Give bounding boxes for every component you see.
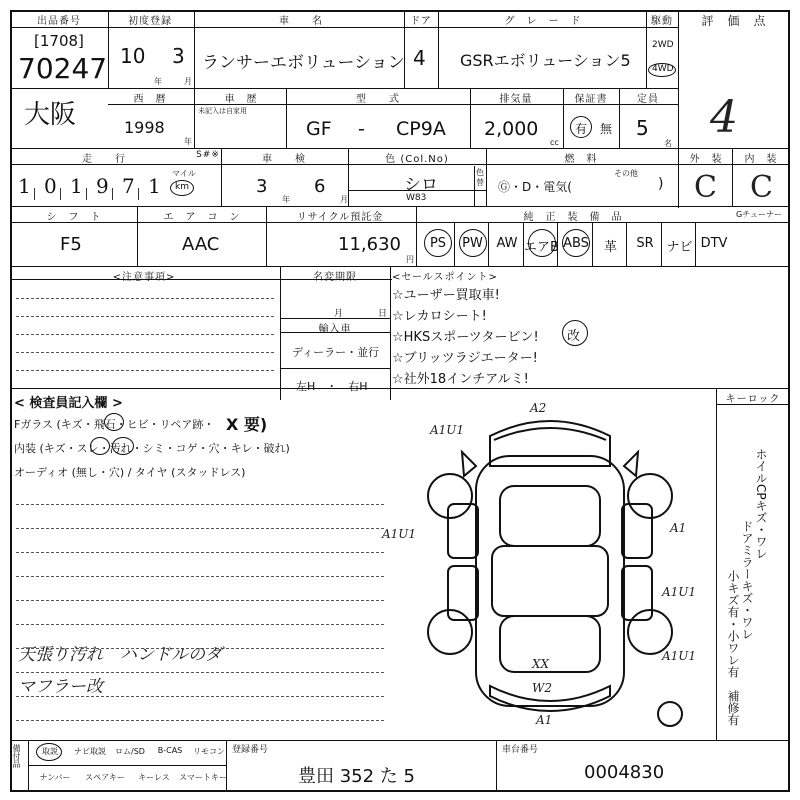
divider: [488, 222, 489, 266]
divider: [626, 222, 627, 266]
inspector-line-blank: [16, 720, 384, 721]
divider: [280, 332, 390, 333]
divider: [10, 388, 790, 389]
divider: [390, 266, 391, 400]
grade-value: GSRエボリューション5: [460, 51, 631, 70]
digit-separator: [86, 188, 87, 200]
divider: [194, 10, 195, 88]
header-sales-points: <セールスポイント>: [392, 272, 498, 283]
caution-line: [16, 334, 274, 335]
exterior-grade: C: [694, 170, 717, 205]
divider: [280, 318, 390, 319]
reg-year: 10: [120, 44, 146, 68]
divider: [496, 740, 497, 792]
fuel-other: その他: [614, 169, 638, 178]
mark-circle: [104, 413, 124, 431]
insp-year-unit: 年: [282, 195, 290, 204]
header-mileage: 走 行: [82, 154, 126, 165]
handle-type: 左H ・ 右H: [296, 380, 368, 393]
header-drive: 駆動: [651, 16, 673, 27]
inspection-month: 6: [314, 176, 326, 197]
inspector-line-blank: [16, 552, 384, 553]
header-car-name: 車 名: [279, 16, 323, 27]
digit-separator: [60, 188, 61, 200]
equipment-circle: [459, 229, 487, 257]
score-handwritten: 4: [710, 92, 738, 143]
damage-mark: A1: [670, 521, 687, 535]
mile-label: マイル: [172, 169, 196, 178]
header-western-year: 西 暦: [133, 94, 167, 105]
divider: [286, 88, 287, 148]
equipment-item: 革: [603, 240, 617, 255]
divider: [661, 222, 662, 266]
divider: [10, 164, 790, 165]
deadline-month: 月: [334, 309, 344, 319]
sales-point: ☆HKSスポーツタービン!: [392, 330, 539, 345]
warranty-yes: 有: [575, 122, 588, 136]
divider: [10, 222, 790, 223]
header-recycle: リサイクル預託金: [296, 212, 384, 223]
inspector-line-blank: [16, 576, 384, 577]
divider: [280, 368, 390, 369]
right-vertical: 補修有: [726, 690, 740, 726]
equipment-item: PS: [429, 236, 447, 251]
footer-item: B-CAS: [157, 746, 183, 755]
divider: [10, 206, 790, 207]
divider: [10, 279, 392, 280]
equipment-item: AW: [496, 236, 518, 251]
footer-item: リモコン: [193, 747, 225, 756]
header-doors: ドア: [410, 16, 432, 27]
doors-value: 4: [413, 46, 426, 70]
header-fuel: 燃 料: [564, 154, 598, 165]
divider: [10, 88, 108, 89]
header-lot-no: 出品番号: [37, 16, 81, 27]
damage-mark: A2: [530, 401, 547, 415]
header-shift: シ フ ト: [46, 212, 102, 223]
color-name: シロ: [404, 175, 438, 195]
glass-mark: X 要): [226, 415, 268, 434]
equipment-circle: [424, 229, 452, 257]
model-code: CP9A: [396, 118, 446, 140]
right-vertical: 小キズ有・小ワレ有: [726, 570, 740, 678]
damage-mark: A1: [536, 713, 553, 727]
header-reg-no: 登録番号: [232, 745, 269, 755]
header-caution: <注意事項>: [112, 272, 176, 283]
inspector-line: オーディオ (無し・穴) / タイヤ (スタッドレス): [14, 466, 246, 479]
cc-unit: cc: [550, 138, 559, 147]
km-label: km: [175, 182, 189, 192]
divider: [108, 10, 109, 88]
header-exterior: 外 装: [689, 154, 723, 165]
odometer: [14, 170, 170, 202]
footer-item: スマートキー: [179, 773, 227, 782]
divider: [474, 166, 475, 206]
footer-item: ナビ取説: [74, 747, 106, 756]
handwritten-note: マフラー改: [18, 677, 103, 697]
sales-point: ☆ユーザー買取車!: [392, 288, 500, 303]
inspector-line-blank: [16, 504, 384, 505]
lot-bracket: [1708]: [34, 32, 84, 50]
inspector-line: 内装 (キズ・スレ・汚れ・シミ・コゲ・穴・キレ・破れ): [14, 442, 290, 455]
header-grade: グ レ ー ド: [504, 16, 582, 27]
capacity-unit: 名: [664, 139, 672, 148]
region: 大阪: [24, 100, 77, 130]
reg-no: 豊田 352 た 5: [298, 766, 415, 787]
digit-separator: [34, 188, 35, 200]
header-tuner: Gチューナー: [736, 210, 782, 219]
divider: [592, 222, 593, 266]
displacement: 2,000: [484, 118, 539, 140]
divider: [10, 266, 790, 267]
footer-item: スペアキー: [85, 773, 125, 782]
footer-item: キーレス: [138, 773, 170, 782]
divider: [732, 148, 733, 206]
model-prefix: GF: [306, 118, 332, 140]
inspection-year: 3: [256, 176, 268, 197]
equipment-item: DTV: [700, 236, 728, 251]
header-title-deadline: 名変期限: [313, 272, 357, 283]
insp-month-unit: 月: [340, 195, 348, 204]
equipment-circle: [528, 229, 556, 257]
header-inspector: < 検査員記入欄 >: [14, 396, 123, 411]
deadline-day: 日: [378, 309, 388, 319]
inspector-line: Fガラス (キズ・飛石・ヒビ・リペア跡・: [14, 418, 215, 431]
header-aircon: エ ア コ ン: [163, 212, 241, 223]
header-history: 車 歴: [224, 94, 258, 105]
header-keylock: キーロック: [725, 394, 781, 405]
drive-4wd: 4WD: [652, 64, 674, 74]
yen-unit: 円: [406, 255, 414, 264]
header-interior: 内 装: [744, 154, 778, 165]
divider: [486, 148, 487, 206]
header-first-reg: 初度登録: [128, 16, 172, 27]
divider: [348, 190, 486, 191]
sales-point: ☆社外18インチアルミ!: [392, 372, 529, 387]
month-unit: 月: [184, 77, 192, 86]
damage-mark: A1U1: [382, 527, 417, 541]
equipment-item: PW: [462, 236, 483, 251]
inspector-line-blank: [16, 600, 384, 601]
divider: [28, 740, 29, 792]
divider: [678, 148, 790, 149]
mark-circle: [90, 437, 110, 455]
mileage-digit: 0: [44, 174, 57, 198]
damage-mark: A1U1: [662, 585, 697, 599]
header-import: 輸入車: [318, 324, 352, 335]
damage-mark: W2: [532, 681, 552, 695]
mark-circle: [112, 437, 134, 455]
recycle-value: 11,630: [338, 234, 401, 255]
divider: [438, 10, 439, 88]
right-vertical: ドアミラーキズ・ワレ: [740, 520, 754, 640]
sales-point: ☆レカロシート!: [392, 309, 487, 324]
mileage-digit: 1: [148, 174, 161, 198]
divider: [10, 740, 790, 741]
divider: [563, 88, 564, 148]
sales-point: ☆ブリッツラジエーター!: [392, 351, 538, 366]
caution-line: [16, 298, 274, 299]
capacity-value: 5: [636, 116, 649, 140]
divider: [646, 10, 647, 88]
equipment-item: ABS: [563, 236, 589, 251]
chassis-no: 0004830: [584, 762, 665, 783]
divider: [10, 27, 678, 28]
year-unit-2: 年: [184, 137, 192, 146]
divider: [557, 222, 558, 266]
fuel-options: Ⓖ・D・電気(: [498, 180, 572, 194]
damage-mark: A1U1: [662, 649, 697, 663]
mileage-digit: 1: [70, 174, 83, 198]
warranty-no: 無: [600, 122, 613, 136]
header-equipment: 純 正 装 備 品: [523, 212, 623, 223]
fuel-close: ): [658, 176, 664, 192]
interior-grade: C: [750, 170, 773, 205]
header-score: 評 価 点: [701, 14, 767, 28]
footer-item: ナンバー: [39, 773, 71, 782]
color-no: W83: [406, 193, 427, 203]
divider: [416, 206, 417, 266]
footer-side-label: 備付品: [12, 744, 21, 768]
header-chassis-no: 車台番号: [502, 745, 539, 755]
import-type: ディーラー・並行: [292, 346, 380, 359]
lot-number: 70247: [18, 52, 108, 85]
year-unit: 年: [154, 77, 162, 86]
header-inspection: 車 検: [262, 154, 306, 165]
car-name: ランサーエボリューション: [202, 53, 405, 73]
aircon-value: AAC: [182, 234, 220, 255]
divider: [137, 206, 138, 266]
damage-mark: XX: [532, 657, 550, 671]
caution-line: [16, 370, 274, 371]
divider: [194, 88, 195, 148]
equipment-circle: [562, 229, 590, 257]
header-model: 型 式: [356, 94, 400, 105]
footer-item: ロム/SD: [115, 747, 145, 756]
footer-item: 取説: [42, 747, 58, 756]
divider: [470, 88, 471, 148]
divider: [695, 222, 696, 266]
divider: [266, 206, 267, 266]
digit-separator: [112, 188, 113, 200]
year-western: 1998: [124, 118, 165, 137]
header-odo-units: S#※: [196, 150, 220, 160]
inspector-line-blank: [16, 528, 384, 529]
model-dash: -: [358, 118, 365, 140]
header-displacement: 排気量: [499, 94, 533, 105]
history-note: 未記入は自家用: [198, 107, 247, 115]
divider: [280, 266, 281, 400]
equipment-item: エアB: [524, 240, 559, 255]
caution-line: [16, 316, 274, 317]
right-vertical: ホイルCPキズ・ワレ: [754, 448, 768, 560]
equipment-item: SR: [636, 236, 654, 251]
caution-line: [16, 352, 274, 353]
mileage-digit: 9: [96, 174, 109, 198]
equipment-item: ナビ: [666, 240, 693, 255]
mileage-digit: 1: [18, 174, 31, 198]
car-diagram: [380, 396, 716, 740]
divider: [716, 404, 790, 405]
inspector-line-blank: [16, 624, 384, 625]
divider: [28, 765, 226, 766]
mileage-digit: 7: [122, 174, 135, 198]
divider: [619, 88, 620, 148]
damage-mark: A1U1: [430, 423, 465, 437]
digit-separator: [138, 188, 139, 200]
sales-mark: 改: [567, 329, 581, 344]
divider: [454, 222, 455, 266]
footer-circle: [36, 743, 62, 761]
reg-month: 3: [172, 44, 185, 68]
divider: [678, 10, 679, 208]
header-capacity: 定員: [637, 94, 659, 105]
header-warranty: 保証書: [574, 94, 608, 105]
divider: [523, 222, 524, 266]
color-side: 色替: [476, 168, 484, 187]
handwritten-note: 天張り汚れ ハンドルのダ: [18, 645, 222, 665]
divider: [221, 148, 222, 206]
header-color: 色 (Col.No): [385, 154, 449, 165]
drive-2wd: 2WD: [652, 40, 674, 50]
divider: [716, 388, 717, 740]
divider: [10, 148, 678, 149]
divider: [348, 148, 349, 206]
shift-value: F5: [60, 234, 82, 255]
